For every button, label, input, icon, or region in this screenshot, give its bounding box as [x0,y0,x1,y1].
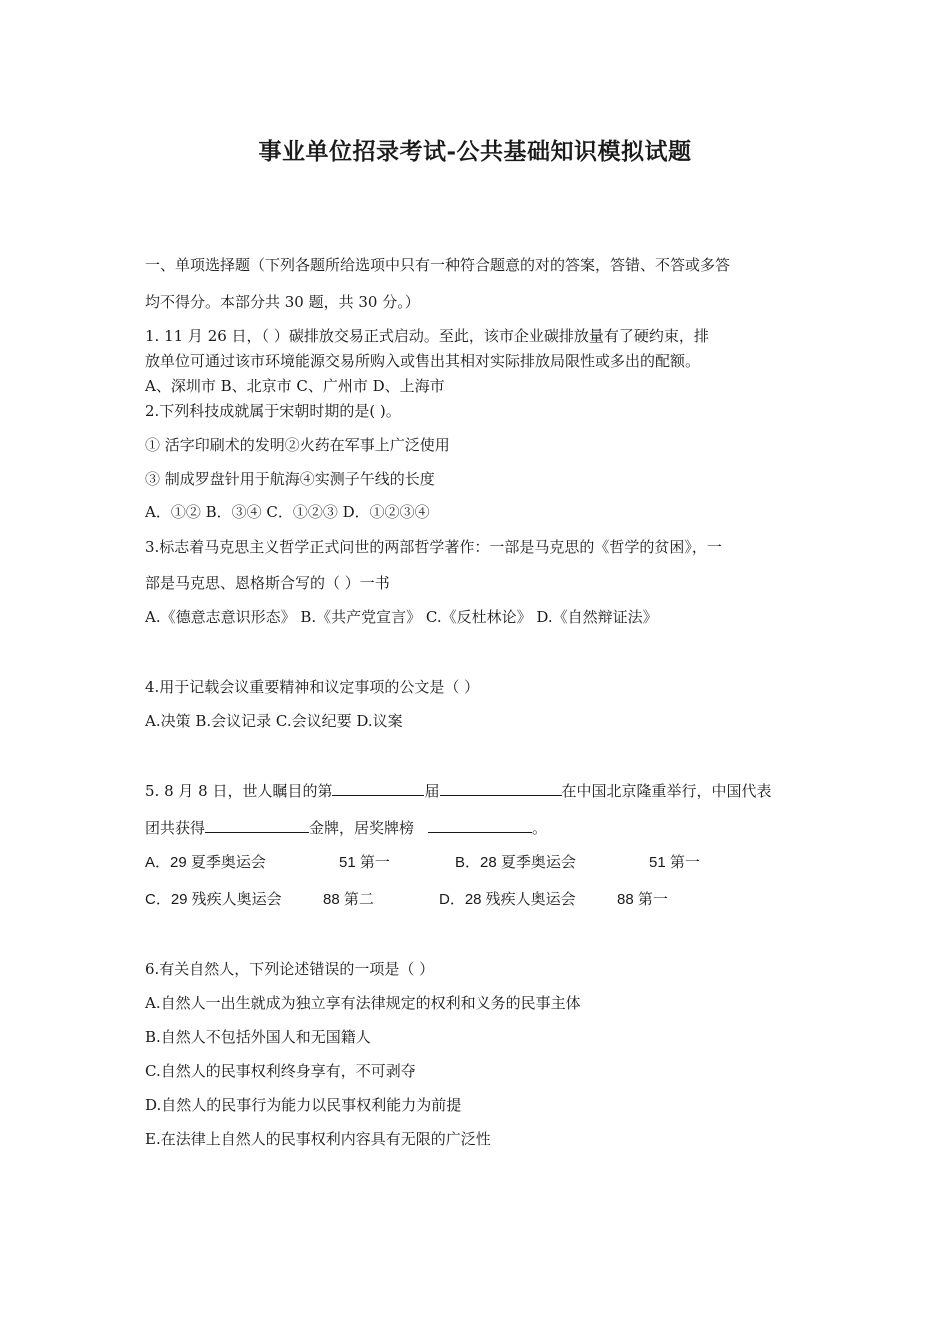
q5-option-a: A．29 夏季奥运会 [145,854,266,871]
q4-stem: 4.用于记载会议重要精神和议定事项的公文是（ ） [145,678,480,696]
q2-options: A．①② B．③④ C．①②③ D．①②③④ [145,503,430,521]
q5-line2 [145,816,810,838]
document-title: 事业单位招录考试-公共基础知识模拟试题 [258,138,692,165]
q2-stem: 2.下列科技成就属于宋朝时期的是( )。 [145,402,401,420]
q4-options: A.决策 B.会议记录 C.会议纪要 D.议案 [145,712,403,730]
section-heading-line2: 均不得分。本部分共 30 题，共 30 分。） [145,293,420,311]
q5-option-b-values: 51 第一 [649,854,700,871]
q2-item1: ① 活字印刷术的发明②火药在军事上广泛使用 [145,436,450,454]
q3-options: A.《德意志意识形态》 B.《共产党宣言》 C.《反杜林论》 D.《自然辩证法》 [145,608,658,626]
q2-item2: ③ 制成罗盘针用于航海④实测子午线的长度 [145,470,435,488]
q5-option-a-values: 51 第一 [339,854,390,871]
q1-line2: 放单位可通过该市环境能源交易所购入或售出其相对实际排放局限性或多出的配额。 [145,352,701,370]
q5-option-c: C．29 残疾人奥运会 [145,891,282,908]
q6-stem: 6.有关自然人，下列论述错误的一项是（ ） [145,960,435,978]
q5-line1-text-c: 在中国北京隆重举行，中国代表 [561,782,772,800]
q5-line1-text-a: 5. 8 月 8 日，世人瞩目的第 [145,782,333,800]
q5-line2-text-a: 团共获得 [145,819,206,837]
fill-blank [440,779,562,796]
q5-option-c-values: 88 第二 [323,891,374,908]
q5-line2-text-c: 。 [532,819,548,837]
fill-blank [428,816,532,833]
q6-option-e: E.在法律上自然人的民事权利内容具有无限的广泛性 [145,1130,491,1148]
q5-line1-text-b: 届 [424,782,440,800]
fill-blank [205,816,309,833]
q5-option-b: B．28 夏季奥运会 [455,854,576,871]
q5-option-d: D．28 残疾人奥运会 [439,891,576,908]
q6-option-b: B.自然人不包括外国人和无国籍人 [145,1028,371,1046]
q5-line2-text-b: 金牌，居奖牌榜 [309,819,415,837]
q3-line1: 3.标志着马克思主义哲学正式问世的两部哲学著作：一部是马克思的《哲学的贫困》，一 [145,538,722,556]
section-heading-line1: 一、单项选择题（下列各题所给选项中只有一种符合题意的对的答案，答错、不答或多答 [145,256,731,274]
q1-options: A、深圳市 B、北京市 C、广州市 D、上海市 [145,377,445,395]
q6-option-a: A.自然人一出生就成为独立享有法律规定的权利和义务的民事主体 [145,994,581,1012]
q6-option-d: D.自然人的民事行为能力以民事权利能力为前提 [145,1096,462,1114]
q5-line1 [145,779,810,801]
q1-line1: 1. 11 月 26 日，（ ）碳排放交易正式启动。至此，该市企业碳排放量有了硬约束，排 [145,327,709,345]
q5-option-d-values: 88 第一 [617,891,668,908]
q6-option-c: C.自然人的民事权利终身享有，不可剥夺 [145,1062,416,1080]
q3-line2: 部是马克思、恩格斯合写的（ ）一书 [145,574,390,592]
fill-blank [332,779,424,796]
